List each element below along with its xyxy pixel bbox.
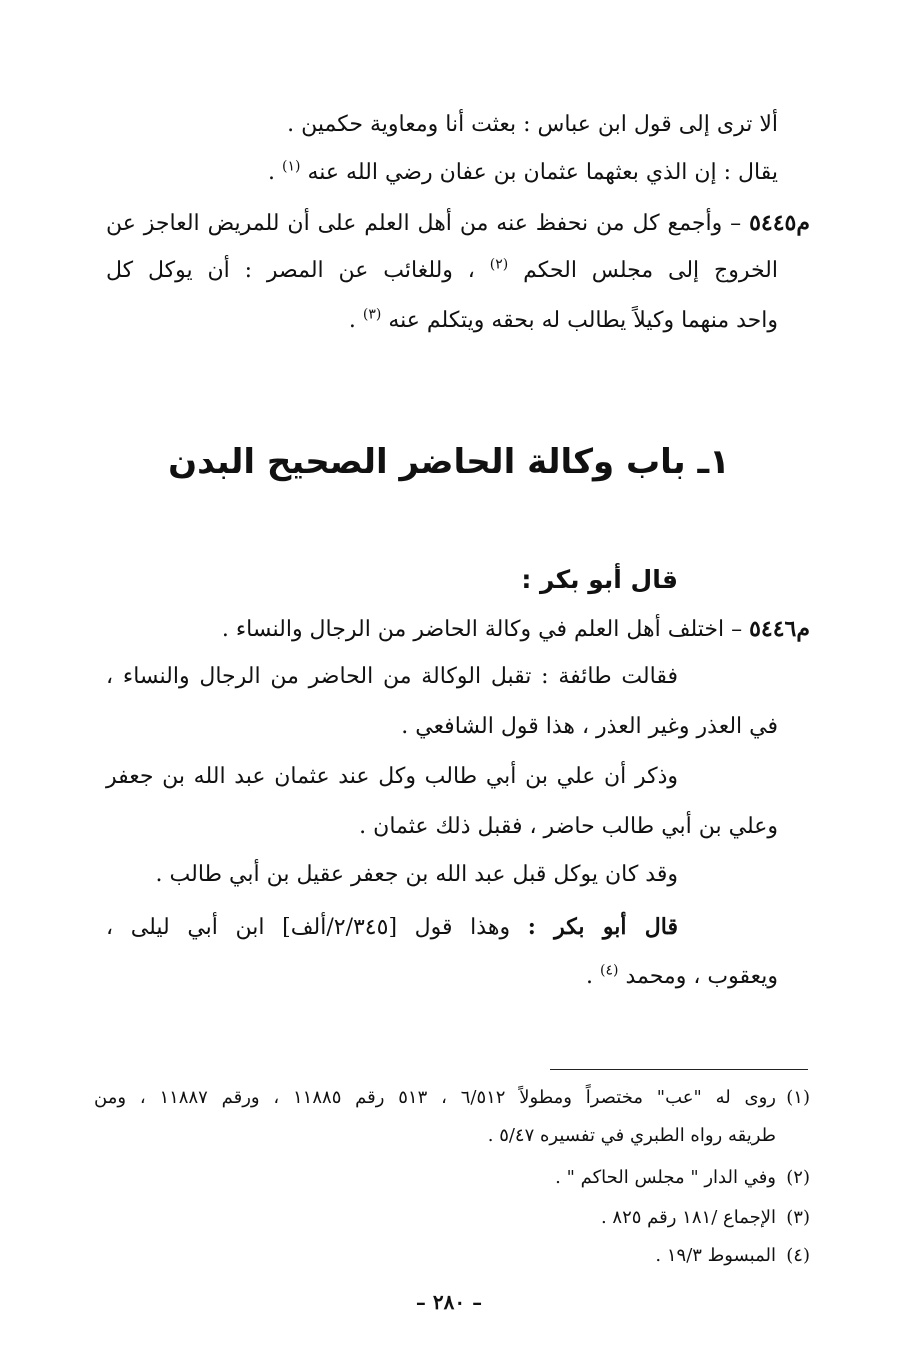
footnote-number: (٢) bbox=[786, 1167, 810, 1188]
paragraph-5446-line4: وذكر أن علي بن أبي طالب وكل عند عثمان عبد الله بن جعفر bbox=[106, 764, 678, 789]
footnote-number: (٣) bbox=[786, 1207, 810, 1228]
footnote-ref: (٣) bbox=[362, 306, 382, 323]
page-number: – ٢٨٠ – bbox=[415, 1290, 483, 1314]
paragraph-number: م٥٤٤٥ bbox=[749, 210, 810, 236]
paragraph-5446-line6: وقد كان يوكل قبل عبد الله بن جعفر عقيل بن أبي طالب . bbox=[155, 862, 678, 887]
paragraph-5446-line1: م٥٤٤٦ – اختلف أهل العلم في وكالة الحاضر من الرجال والنساء . bbox=[221, 616, 810, 642]
paragraph-number: م٥٤٤٦ bbox=[749, 616, 810, 642]
footnote-separator bbox=[550, 1069, 808, 1070]
paragraph-5445-line1: م٥٤٤٥ – وأجمع كل من نحفظ عنه من أهل العلم على أن للمريض العاجز عن bbox=[106, 210, 810, 236]
paragraph-5446-line7: قال أبو بكر : وهذا قول [٢/٣٤٥/ألف] ابن أبي ليلى ، bbox=[106, 914, 678, 940]
footnote-4: (٤)المبسوط ١٩/٣ . bbox=[655, 1243, 810, 1269]
footnote-1: (١)روى له "عب" مختصراً ومطولاً ٦/٥١٢ ، ٥١٣ رقم ١١٨٨٥ ، ورقم ١١٨٨٧ ، ومن طريقه رواه الطبري في تفسيره ٥/٤٧ . bbox=[94, 1087, 810, 1146]
footnote-number: (١) bbox=[786, 1087, 810, 1108]
footnote-ref: (٤) bbox=[600, 962, 619, 979]
footnote-3: (٣)الإجماع /١٨١ رقم ٨٢٥ . bbox=[601, 1205, 810, 1231]
text-line: ألا ترى إلى قول ابن عباس : بعثت أنا ومعاوية حكمين . bbox=[287, 112, 778, 137]
footnote-number: (٤) bbox=[786, 1245, 810, 1266]
speaker-label: قال أبو بكر : bbox=[527, 914, 678, 940]
footnote-ref: (٢) bbox=[489, 256, 509, 273]
footnote-ref: (١) bbox=[282, 158, 301, 175]
paragraph-5446-line2: فقالت طائفة : تقبل الوكالة من الحاضر من الرجال والنساء ، bbox=[106, 664, 678, 689]
paragraph-5445-line3: واحد منهما وكيلاً يطالب له بحقه ويتكلم عنه $^{(٣)}$ . bbox=[348, 306, 778, 333]
subheading: قال أبو بكر : bbox=[521, 565, 678, 594]
text-line: يقال : إن الذي بعثهما عثمان بن عفان رضي الله عنه $^{(١)}$ . bbox=[268, 158, 778, 185]
chapter-heading: ١ـ باب وكالة الحاضر الصحيح البدن bbox=[168, 442, 730, 482]
footnote-2: (٢)وفي الدار " مجلس الحاكم " . bbox=[555, 1165, 810, 1191]
paragraph-5446-line8: ويعقوب ، ومحمد $^{(٤)}$ . bbox=[586, 962, 778, 989]
paragraph-5446-line3: في العذر وغير العذر ، هذا قول الشافعي . bbox=[401, 714, 778, 739]
paragraph-5445-line2: الخروج إلى مجلس الحكم $^{(٢)}$ ، وللغائب عن المصر : أن يوكل كل bbox=[106, 256, 778, 283]
paragraph-5446-line5: وعلي بن أبي طالب حاضر ، فقبل ذلك عثمان . bbox=[359, 814, 778, 839]
